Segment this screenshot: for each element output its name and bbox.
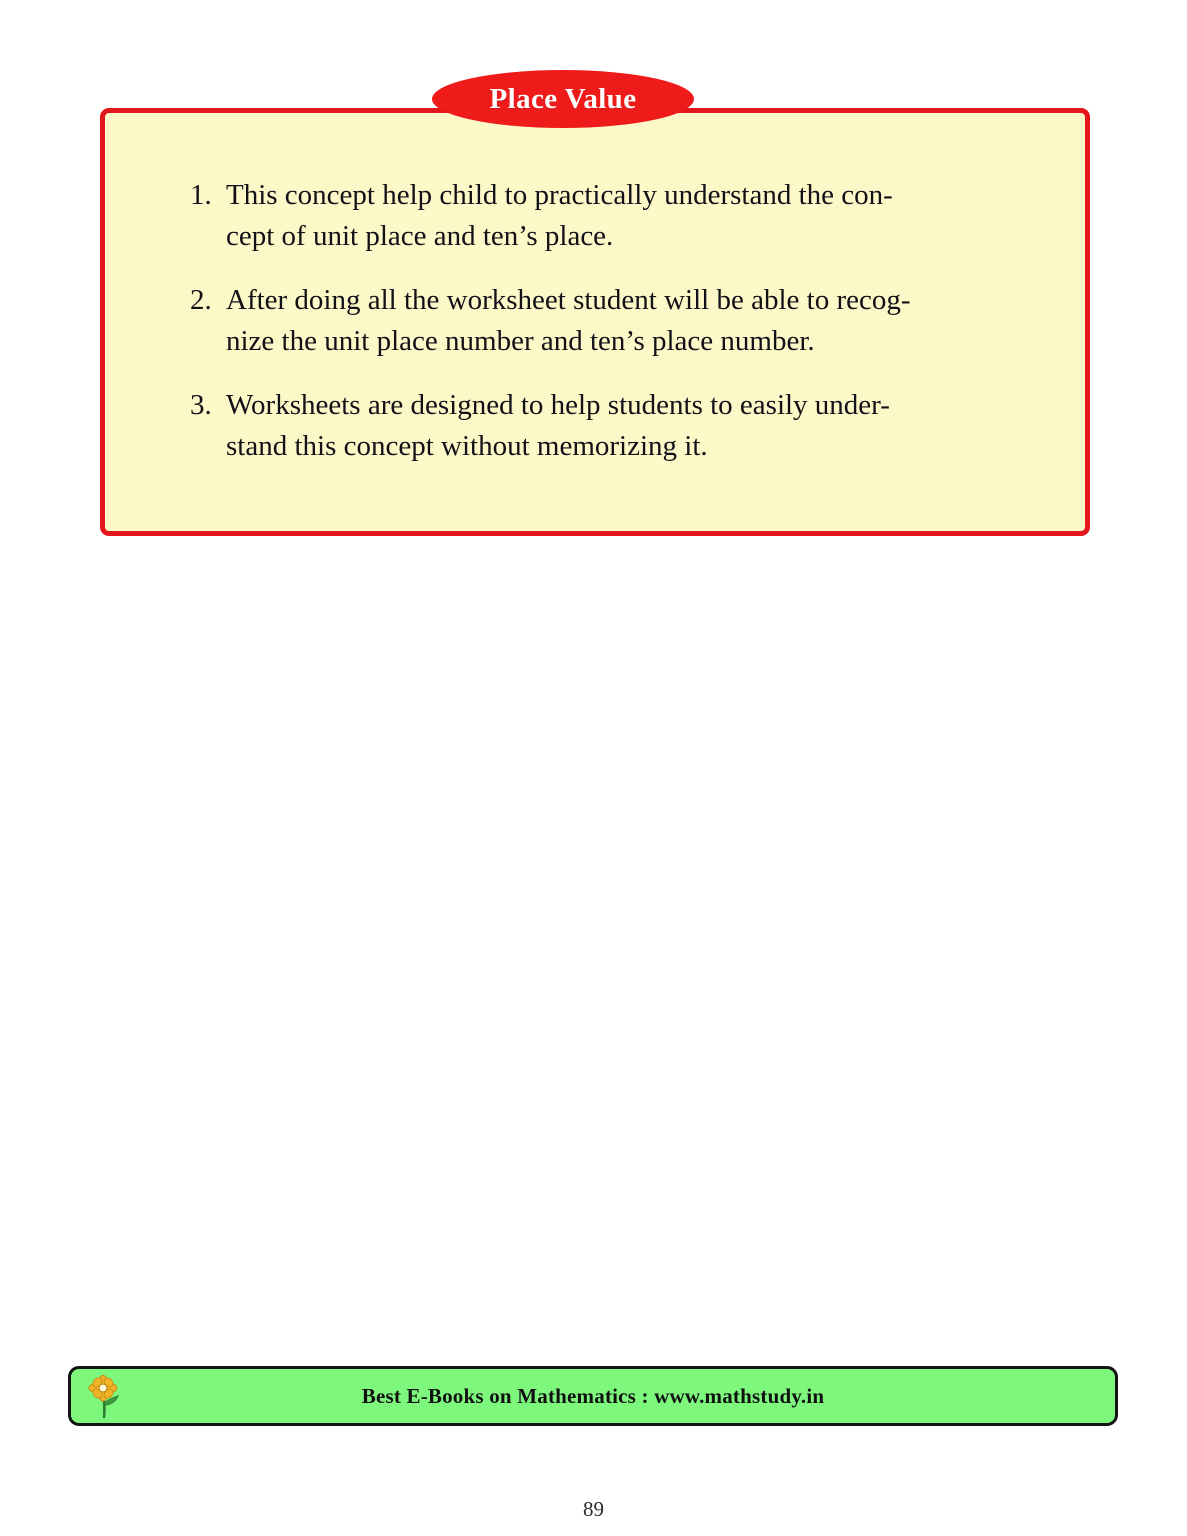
section-title-badge bbox=[432, 70, 694, 128]
list-item-text bbox=[226, 280, 1020, 362]
list-item-line: This concept help child to practically understand the con- bbox=[226, 179, 893, 211]
list-item bbox=[190, 280, 1020, 362]
footer-banner bbox=[68, 1366, 1118, 1426]
concept-box bbox=[100, 108, 1090, 536]
page-title: Place Value bbox=[489, 82, 637, 115]
list-item-marker: 1. bbox=[190, 179, 212, 211]
list-item-line: nize the unit place number and ten’s place number. bbox=[226, 325, 815, 357]
list-item-line: cept of unit place and ten’s place. bbox=[226, 220, 614, 252]
list-item bbox=[190, 175, 1020, 257]
concept-list bbox=[190, 175, 1020, 467]
flower-icon bbox=[83, 1374, 129, 1422]
list-item-marker: 2. bbox=[190, 284, 212, 316]
list-item-marker: 3. bbox=[190, 389, 212, 421]
list-item-line: After doing all the worksheet student will be able to recog- bbox=[226, 284, 911, 316]
footer-text: Best E-Books on Mathematics : www.mathstudy.in bbox=[361, 1383, 825, 1408]
list-item-line: Worksheets are designed to help students to easily under- bbox=[226, 389, 890, 421]
list-item-line: stand this concept without memorizing it. bbox=[226, 430, 708, 462]
list-item bbox=[190, 385, 1020, 467]
page-number: 89 bbox=[583, 1497, 604, 1521]
list-item-text bbox=[226, 385, 1020, 467]
list-item-text bbox=[226, 175, 1020, 257]
